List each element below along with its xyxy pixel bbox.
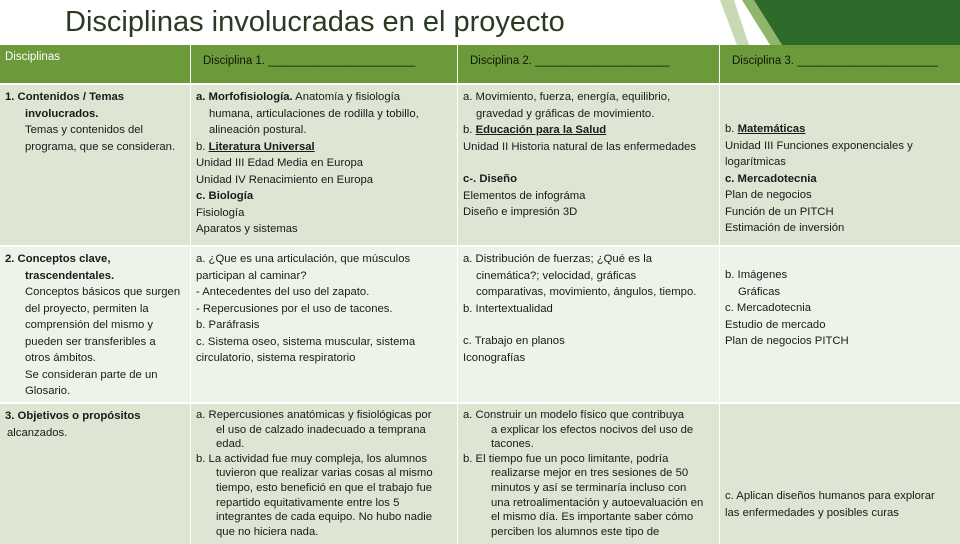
row1-c2-a2: gravedad y gráficas de movimiento.	[476, 107, 655, 120]
row1-c3-c4: Estimación de inversión	[725, 222, 845, 234]
row2-c2-l5: c. Trabajo en planos	[463, 335, 565, 347]
row3-c3-l1: c. Aplican diseños humanos para explorar	[725, 490, 935, 502]
row1-c2-b	[463, 122, 713, 139]
row1-c1-b2: Unidad III Edad Media en Europa	[196, 157, 364, 169]
header-disciplina-1: Disciplina 1. _______________________	[203, 55, 416, 67]
row1-c1-c3: Aparatos y sistemas	[196, 223, 298, 235]
header-disciplina-2: Disciplina 2. _____________________	[470, 55, 670, 67]
row2-c1-l1: a. ¿Que es una articulación, que músculos	[196, 253, 411, 265]
row2-c2-l4: b. Intertextualidad	[463, 302, 553, 315]
row3-disciplina-2	[458, 404, 718, 544]
row2-c3-l5: Plan de negocios PITCH	[725, 335, 849, 347]
row1-c2-a: a. Movimiento, fuerza, energía, equilibrio,	[463, 91, 671, 103]
row3-c1-l2: el uso de calzado inadecuado a temprana	[216, 423, 426, 436]
table-header-row	[0, 45, 960, 83]
row1-c1-b-subject: Literatura Universal	[208, 140, 315, 153]
row3-c2-l6: minutos y así se terminaría incluso con	[491, 481, 687, 494]
page-title: Disciplinas involucradas en el proyecto	[65, 6, 565, 38]
row3-c1-l5: tuvieron que realizar varias cosas al mismo	[216, 467, 433, 480]
row3-c1-l4: b. La actividad fue muy compleja, los alumnos	[196, 452, 428, 465]
row3-c1-l6: tiempo, esto benefició en que el trabajo fue	[216, 481, 433, 494]
row2-desc-5: otros ámbitos.	[25, 352, 96, 364]
row1-disciplina-2	[458, 85, 718, 245]
header-disciplinas: Disciplinas	[5, 51, 60, 63]
row2-desc-7: Glosario.	[25, 385, 71, 397]
row1-c1-a	[196, 89, 451, 106]
row1-c1-b	[196, 139, 451, 156]
row2-title-2: trascendentales.	[25, 269, 115, 282]
row2-disciplina-3	[720, 247, 960, 402]
row2-c2-l1: a. Distribución de fuerzas; ¿Qué es la	[463, 253, 652, 265]
row1-c2-c: c-. Diseño	[463, 173, 517, 185]
row2-disciplina-1	[191, 247, 456, 402]
row3-c2-l9: perciben los alumnos este tipo de	[491, 525, 660, 538]
row1-desc-1: Temas y contenidos del	[25, 124, 144, 136]
row2-c1-l2: participan al caminar?	[196, 269, 307, 282]
row1-c1-a2: humana, articulaciones de rodilla y tobillo,	[209, 107, 419, 120]
row1-c1-b-prefix: b.	[196, 140, 209, 153]
table-row-objetivos	[0, 404, 960, 544]
row3-c2-l3: tacones.	[491, 438, 534, 451]
row3-disciplina-1	[191, 404, 456, 544]
row1-c3-c: c. Mercadotecnia	[725, 172, 817, 185]
row3-c1-l7: repartido equitativamente entre los 5	[216, 496, 400, 509]
row1-c2-c3: Diseño e impresión 3D	[463, 206, 578, 218]
row2-title: 2. Conceptos clave,	[5, 253, 111, 265]
row1-disciplina-1	[191, 85, 456, 245]
row3-c1-l3: edad.	[216, 438, 245, 451]
row1-c3-b	[725, 121, 955, 138]
row3-title: 3. Objetivos o propósitos	[5, 410, 141, 422]
row2-c2-l6: Iconografías	[463, 351, 526, 364]
table-row-conceptos	[0, 247, 960, 402]
row2-desc-2: del proyecto, permiten la	[25, 302, 149, 315]
disciplines-table	[0, 45, 960, 540]
row2-c2-l3: comparativas, movimiento, ángulos, tiempo.	[476, 286, 697, 298]
row2-desc-4: pueden ser transferibles a	[25, 335, 156, 348]
header-disciplina-3: Disciplina 3. ______________________	[732, 55, 938, 67]
row2-desc-6: Se consideran parte de un	[25, 368, 158, 381]
row1-c2-b2: Unidad II Historia natural de las enfermedades	[463, 140, 696, 153]
row2-disciplina-2	[458, 247, 718, 402]
row1-c2-c2: Elementos de infográma	[463, 189, 586, 202]
row3-c1-l8: integrantes de cada equipo. No hubo nadie	[216, 511, 433, 524]
row1-c1-c2: Fisiología	[196, 206, 245, 219]
row1-c1-b3: Unidad IV Renacimiento en Europa	[196, 173, 374, 186]
table-row-contenidos	[0, 85, 960, 245]
row2-c1-l3: - Antecedentes del uso del zapato.	[196, 286, 370, 298]
row2-c1-l6: c. Sistema oseo, sistema muscular, sistema	[196, 335, 416, 348]
row3-c2-l7: una retroalimentación y autoevaluación en	[491, 496, 704, 509]
row1-desc-2: programa, que se consideran.	[25, 140, 176, 153]
decorative-green-shapes	[720, 0, 960, 48]
row1-c1-a3: alineación postural.	[209, 124, 307, 136]
row3-disciplina-3	[720, 404, 960, 544]
row1-c3-c2: Plan de negocios	[725, 189, 812, 201]
row2-desc-3: comprensión del mismo y	[25, 319, 154, 331]
row3-c2-l5: realizarse mejor en tres sesiones de 50	[491, 467, 689, 480]
row1-disciplina-3	[720, 85, 960, 245]
row2-c1-l5: b. Paráfrasis	[196, 319, 260, 331]
row3-c1-l1: a. Repercusiones anatómicas y fisiológicas por	[196, 409, 432, 421]
row2-c1-l7: circulatorio, sistema respiratorio	[196, 352, 356, 364]
row1-title-2: involucrados.	[25, 107, 99, 120]
row3-c3-l2: las enfermedades y posibles curas	[725, 506, 899, 519]
row2-c3-l4: Estudio de mercado	[725, 318, 826, 331]
row3-c2-l2: a explicar los efectos nocivos del uso de	[491, 423, 694, 436]
row1-c2-b-subject: Educación para la Salud	[475, 124, 607, 136]
row3-label	[0, 404, 190, 544]
row1-c3-b2: Unidad III Funciones exponenciales y	[725, 139, 913, 152]
row2-desc-1: Conceptos básicos que surgen	[25, 286, 181, 298]
row3-c2-l8: el mismo día. Es importante saber cómo	[491, 511, 694, 524]
row3-c2-l4: b. El tiempo fue un poco limitante, podría	[463, 452, 669, 465]
row1-title: 1. Contenidos / Temas	[5, 91, 125, 103]
row2-c1-l4: - Repercusiones por el uso de tacones.	[196, 302, 393, 315]
row1-c1-a-rest: Anatomía y fisiología	[292, 91, 401, 103]
row1-label	[0, 85, 190, 245]
row1-c1-c: c. Biología	[196, 190, 254, 202]
row2-c3-l3: c. Mercadotecnia	[725, 302, 812, 314]
row1-c3-b3: logarítmicas	[725, 156, 786, 168]
row3-c2-l1: a. Construir un modelo físico que contribuya	[463, 409, 685, 421]
row3-desc-1: alcanzados.	[7, 426, 68, 439]
row2-c2-l2: cinemática?; velocidad, gráficas	[476, 269, 637, 282]
row2-c3-l2: Gráficas	[738, 285, 781, 298]
row1-c2-b-prefix: b.	[463, 124, 476, 136]
row1-c3-c3: Función de un PITCH	[725, 205, 834, 218]
row1-c3-b-subject: Matemáticas	[737, 123, 806, 135]
row3-c1-l9: que no hiciera nada.	[216, 525, 319, 538]
row1-c1-a-bold: a. Morfofisiología.	[196, 91, 293, 103]
row2-c3-l1: b. Imágenes	[725, 269, 788, 281]
row2-label	[0, 247, 190, 402]
row1-c3-b-prefix: b.	[725, 123, 738, 135]
